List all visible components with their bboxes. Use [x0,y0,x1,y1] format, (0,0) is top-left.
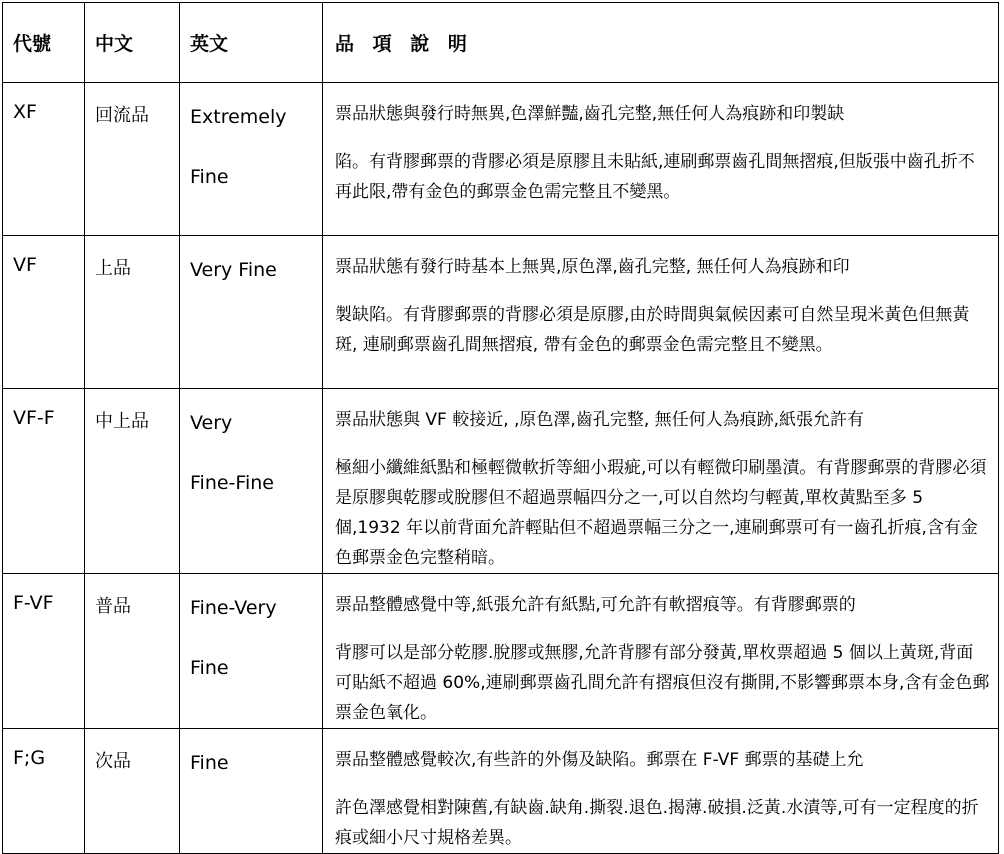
grade-desc [323,389,999,574]
table-row [3,729,999,854]
grade-zh: 回流品 [85,83,180,236]
header-en [180,3,323,83]
grade-en-line: Fine-Fine [190,472,274,494]
grade-en-line: Fine [190,657,229,679]
grade-desc-first: 票品整體感覺中等,紙張允許有紙點,可允許有軟摺痕等。有背膠郵票的 [335,595,856,615]
grade-zh: 中上品 [85,389,180,574]
table-row [3,236,999,389]
grade-zh: 次品 [85,729,180,854]
header-code-label: 代號 [13,33,52,55]
grade-desc [323,236,999,389]
grade-desc [323,574,999,729]
grade-table [2,2,999,854]
grade-desc-rest: 陷。有背膠郵票的背膠必須是原膠且未貼紙,連刷郵票齒孔間無摺痕,但版張中齒孔折不再此限,帶有金色的郵票金色需完整且不變黑。 [335,152,975,202]
table-row [3,574,999,729]
grade-zh: 上品 [85,236,180,389]
grade-desc [323,83,999,236]
grade-en-line: Very Fine [190,259,277,281]
grade-desc-first: 票品狀態與 VF 較接近, ,原色澤,齒孔完整, 無任何人為痕跡,紙張允許有 [335,410,865,430]
header-zh-label: 中文 [95,33,134,55]
grade-desc-first: 票品狀態有發行時基本上無異,原色澤,齒孔完整, 無任何人為痕跡和印 [335,257,850,277]
grade-desc-rest: 背膠可以是部分乾膠.脫膠或無膠,允許背膠有部分發黃,單枚票超過 5 個以上黃斑,背面可貼紙不超過 60%,連刷郵票齒孔間允許有摺痕但沒有撕開,不影響郵票本身,含有金色郵票金色氧化。 [335,643,990,723]
table-row [3,83,999,236]
header-desc-label: 品 項 說 明 [335,33,473,55]
grade-desc-rest: 許色澤感覺相對陳舊,有缺齒.缺角.撕裂.退色.揭薄.破損.泛黃.水漬等,可有一定程度的折痕或細小尺寸規格差異。 [335,798,979,848]
grade-code: F-VF [3,574,85,729]
grade-zh: 普品 [85,574,180,729]
grade-en [180,574,323,729]
header-desc [323,3,999,83]
header-code [3,3,85,83]
header-en-label: 英文 [190,33,229,55]
grade-en [180,83,323,236]
table-row [3,389,999,574]
grade-en-line: Fine [190,166,229,188]
grade-en-line: Extremely [190,106,287,128]
grade-desc-first: 票品整體感覺較次,有些許的外傷及缺陷。郵票在 F-VF 郵票的基礎上允 [335,750,864,770]
grade-desc-rest: 極細小纖維紙點和極輕微軟折等細小瑕疵,可以有輕微印刷墨漬。有背膠郵票的背膠必須是原膠與乾膠或脫膠但不超過票幅四分之一,可以自然均勻輕黃,單枚黃點至多 5 個,1932 年以前背面允許輕貼但不超過票幅三分之一,連刷郵票可有一齒孔折痕,含有金色郵票金色完整稍暗。 [335,458,987,568]
grade-code: XF [3,83,85,236]
grade-desc-rest: 製缺陷。有背膠郵票的背膠必須是原膠,由於時間與氣候因素可自然呈現米黃色但無黃斑, 連刷郵票齒孔間無摺痕, 帶有金色的郵票金色需完整且不變黑。 [335,305,970,355]
grade-desc-first: 票品狀態與發行時無異,色澤鮮豔,齒孔完整,無任何人為痕跡和印製缺 [335,104,845,124]
header-row [3,3,999,83]
header-zh [85,3,180,83]
grade-en [180,389,323,574]
grade-en-line: Very [190,412,233,434]
grade-code: F;G [3,729,85,854]
grade-en [180,236,323,389]
grade-en [180,729,323,854]
grade-code: VF-F [3,389,85,574]
grade-en-line: Fine-Very [190,597,277,619]
grade-desc [323,729,999,854]
grade-en-line: Fine [190,752,229,774]
grade-code: VF [3,236,85,389]
